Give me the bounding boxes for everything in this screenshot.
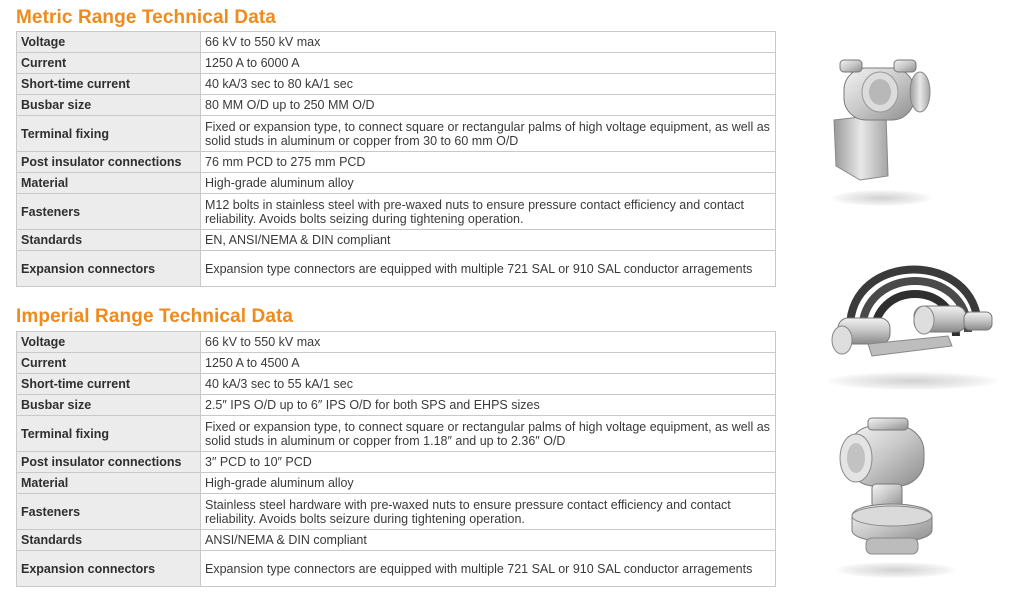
table-row — [17, 32, 776, 53]
spec-label: Short-time current — [17, 74, 201, 95]
spec-label: Post insulator connections — [17, 152, 201, 173]
table-row — [17, 374, 776, 395]
spec-value: Fixed or expansion type, to connect square or rectangular palms of high voltage equipment, as well as solid studs in aluminum or copper from 1.18″ and up to 2.36″ O/D — [201, 416, 776, 452]
table-row — [17, 452, 776, 473]
spec-label: Post insulator connections — [17, 452, 201, 473]
table-row — [17, 152, 776, 173]
spec-label: Current — [17, 353, 201, 374]
spec-label: Standards — [17, 530, 201, 551]
spec-label: Short-time current — [17, 374, 201, 395]
spec-value: 2.5″ IPS O/D up to 6″ IPS O/D for both SPS and EHPS sizes — [201, 395, 776, 416]
table-row — [17, 230, 776, 251]
spec-value: 3″ PCD to 10″ PCD — [201, 452, 776, 473]
table-row — [17, 95, 776, 116]
spec-value: Fixed or expansion type, to connect square or rectangular palms of high voltage equipment, as well as solid studs in aluminum or copper from 30 to 60 mm O/D — [201, 116, 776, 152]
spec-value: 1250 A to 4500 A — [201, 353, 776, 374]
table-row — [17, 116, 776, 152]
spec-label: Material — [17, 473, 201, 494]
spec-label: Material — [17, 173, 201, 194]
spec-label: Fasteners — [17, 194, 201, 230]
table-row — [17, 332, 776, 353]
spec-value: High-grade aluminum alloy — [201, 473, 776, 494]
spec-value: 76 mm PCD to 275 mm PCD — [201, 152, 776, 173]
product-shadow — [836, 562, 956, 578]
table-row — [17, 494, 776, 530]
spec-label: Voltage — [17, 32, 201, 53]
spec-value: 1250 A to 6000 A — [201, 53, 776, 74]
spec-value: EN, ANSI/NEMA & DIN compliant — [201, 230, 776, 251]
product-shadow — [828, 372, 998, 390]
imperial-section-title: Imperial Range Technical Data — [16, 306, 294, 327]
spec-value: High-grade aluminum alloy — [201, 173, 776, 194]
post-insulator-connector-image — [828, 412, 958, 562]
terminal-connector-image — [820, 48, 940, 188]
spec-value: 40 kA/3 sec to 55 kA/1 sec — [201, 374, 776, 395]
table-row — [17, 530, 776, 551]
expansion-connector-image — [828, 240, 1000, 370]
spec-label: Expansion connectors — [17, 251, 201, 287]
spec-value: Expansion type connectors are equipped with multiple 721 SAL or 910 SAL conductor arragements — [201, 551, 776, 587]
spec-value: Stainless steel hardware with pre-waxed nuts to ensure pressure contact efficiency and contact reliability. Avoids bolts seizure during tightening operation. — [201, 494, 776, 530]
table-row — [17, 353, 776, 374]
spec-value: 66 kV to 550 kV max — [201, 32, 776, 53]
spec-value: 66 kV to 550 kV max — [201, 332, 776, 353]
metric-spec-table — [16, 31, 776, 287]
spec-label: Busbar size — [17, 395, 201, 416]
table-row — [17, 251, 776, 287]
table-row — [17, 395, 776, 416]
table-row — [17, 194, 776, 230]
spec-value: M12 bolts in stainless steel with pre-waxed nuts to ensure pressure contact efficiency and contact reliability. Avoids bolts seizing during tightening operation. — [201, 194, 776, 230]
spec-label: Expansion connectors — [17, 551, 201, 587]
spec-label: Fasteners — [17, 494, 201, 530]
spec-label: Terminal fixing — [17, 416, 201, 452]
product-shadow — [832, 190, 932, 206]
spec-value: 40 kA/3 sec to 80 kA/1 sec — [201, 74, 776, 95]
spec-label: Terminal fixing — [17, 116, 201, 152]
imperial-spec-table — [16, 331, 776, 587]
spec-label: Current — [17, 53, 201, 74]
spec-label: Voltage — [17, 332, 201, 353]
spec-label: Busbar size — [17, 95, 201, 116]
spec-value: Expansion type connectors are equipped with multiple 721 SAL or 910 SAL conductor arragements — [201, 251, 776, 287]
table-row — [17, 416, 776, 452]
spec-value: ANSI/NEMA & DIN compliant — [201, 530, 776, 551]
metric-section-title: Metric Range Technical Data — [16, 7, 276, 28]
spec-label: Standards — [17, 230, 201, 251]
table-row — [17, 173, 776, 194]
table-row — [17, 53, 776, 74]
table-row — [17, 551, 776, 587]
table-row — [17, 473, 776, 494]
spec-value: 80 MM O/D up to 250 MM O/D — [201, 95, 776, 116]
table-row — [17, 74, 776, 95]
